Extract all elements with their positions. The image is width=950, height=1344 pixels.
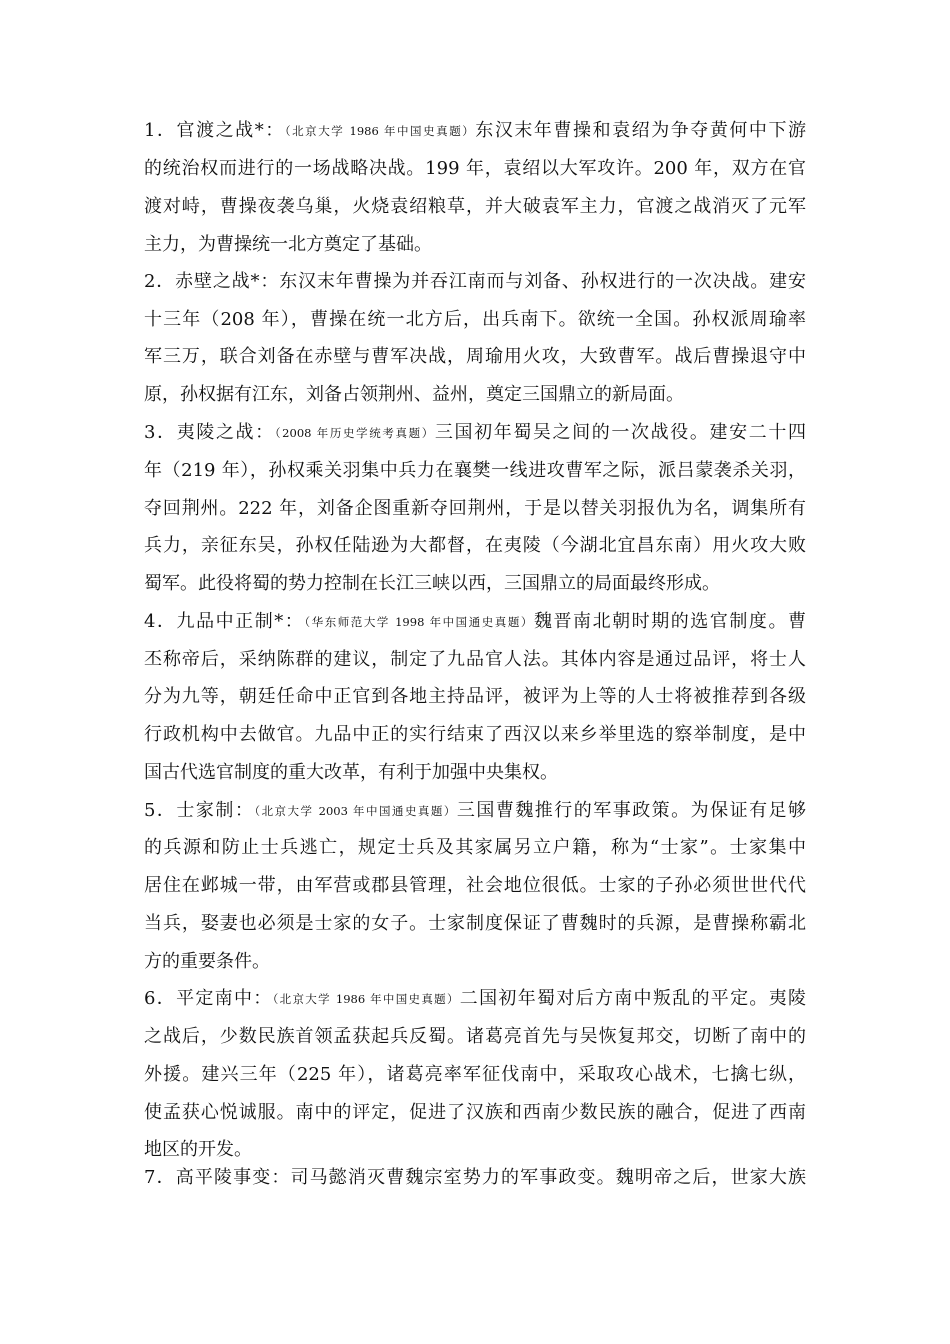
entry-3-line-5: 蜀军。此役将蜀的势力控制在长江三峡以西，三国鼎立的局面最终形成。 bbox=[144, 573, 720, 594]
entry-6-line-3: 外援。建兴三年（225 年），诸葛亮率军征伐南中，采取攻心战术，七擒七纵， bbox=[144, 1064, 806, 1085]
entry-2-title: 2．赤壁之战*： bbox=[144, 271, 280, 292]
entry-1-source: （北京大学 1986 年中国史真题） bbox=[284, 124, 476, 138]
entry-4-source: （华东师范大学 1998 年中国通史真题） bbox=[304, 615, 534, 629]
entry-1-text-1: 东汉末年曹操和袁绍为争夺黄何中下游 bbox=[475, 120, 806, 141]
entry-6-source: （北京大学 1986 年中国史真题） bbox=[272, 992, 460, 1006]
entry-6-line-1 bbox=[144, 987, 806, 1011]
entry-7-line-1 bbox=[144, 1166, 806, 1190]
entry-2-line-3: 军三万，联合刘备在赤壁与曹军决战，周瑜用火攻，大致曹军。战后曹操退守中 bbox=[144, 346, 806, 367]
entry-6-line-5: 地区的开发。 bbox=[144, 1139, 252, 1160]
entry-3-line-2: 年（219 年），孙权乘关羽集中兵力在襄樊一线进攻曹军之际，派吕蒙袭杀关羽， bbox=[144, 460, 806, 481]
entry-1-line-3: 渡对峙，曹操夜袭乌巢，火烧袁绍粮草，并大破袁军主力，官渡之战消灭了元军 bbox=[144, 196, 806, 217]
entry-3-line-1 bbox=[144, 421, 806, 445]
entry-4-line-3: 分为九等，朝廷任命中正官到各地主持品评，被评为上等的人士将被推荐到各级 bbox=[144, 686, 806, 707]
entry-4-title: 4．九品中正制*： bbox=[144, 611, 305, 632]
entry-2-line-1 bbox=[144, 270, 806, 294]
entry-5-line-4: 当兵，娶妻也必须是士家的女子。士家制度保证了曹魏时的兵源，是曹操称霸北 bbox=[144, 913, 806, 934]
entry-5-line-3: 居住在邺城一带，由军营或郡县管理，社会地位很低。士家的子孙必须世世代代 bbox=[144, 875, 806, 896]
entry-3-line-4: 兵力，亲征东吴，孙权任陆逊为大都督，在夷陵（今湖北宜昌东南）用火攻大败 bbox=[144, 535, 806, 556]
entry-4-line-4: 行政机构中去做官。九品中正的实行结束了西汉以来乡举里选的察举制度，是中 bbox=[144, 724, 806, 745]
entry-5-title: 5．士家制： bbox=[144, 800, 255, 821]
entry-1-title: 1．官渡之战*： bbox=[144, 120, 285, 141]
entry-5-source: （北京大学 2003 年中国通史真题） bbox=[254, 804, 457, 818]
entry-6-line-2: 之战后，少数民族首领孟获起兵反蜀。诸葛亮首先与吴恢复邦交，切断了南中的 bbox=[144, 1026, 806, 1047]
entry-1-line-4: 主力，为曹操统一北方奠定了基础。 bbox=[144, 234, 432, 255]
entry-3-title: 3．夷陵之战： bbox=[144, 422, 275, 443]
entry-2-line-4: 原，孙权据有江东，刘备占领荆州、益州，奠定三国鼎立的新局面。 bbox=[144, 384, 684, 405]
entry-4-line-5: 国古代选官制度的重大改革，有利于加强中央集权。 bbox=[144, 762, 558, 783]
entry-2-line-2: 十三年（208 年），曹操在统一北方后，出兵南下。欲统一全国。孙权派周瑜率 bbox=[144, 309, 806, 330]
entry-3-line-3: 夺回荆州。222 年，刘备企图重新夺回荆州，于是以替关羽报仇为名，调集所有 bbox=[144, 498, 806, 519]
entry-1-line-1 bbox=[144, 119, 806, 143]
entry-5-line-1 bbox=[144, 799, 806, 823]
entry-4-line-2: 丕称帝后，采纳陈群的建议，制定了九品官人法。其体内容是通过品评，将士人 bbox=[144, 649, 806, 670]
entry-5-line-2: 的兵源和防止士兵逃亡，规定士兵及其家属另立户籍，称为“士家”。士家集中 bbox=[144, 837, 806, 858]
entry-6-text-1: 二国初年蜀对后方南中叛乱的平定。夷陵 bbox=[459, 988, 806, 1009]
entry-3-text-1: 三国初年蜀吴之间的一次战役。建安二十四 bbox=[434, 422, 806, 443]
entry-2-text-1: 东汉末年曹操为并吞江南而与刘备、孙权进行的一次决战。建安 bbox=[279, 271, 806, 292]
entry-6-title: 6．平定南中： bbox=[144, 988, 273, 1009]
entry-7-text-1: 司马懿消灭曹魏宗室势力的军事政变。魏明帝之后，世家大族 bbox=[290, 1167, 806, 1188]
entry-1-line-2: 的统治权而进行的一场战略决战。199 年，袁绍以大军攻许。200 年，双方在官 bbox=[144, 158, 806, 179]
entry-4-text-1: 魏晋南北朝时期的选官制度。曹 bbox=[533, 611, 806, 632]
entry-7-title: 7．高平陵事变： bbox=[144, 1167, 291, 1188]
entry-5-line-5: 方的重要条件。 bbox=[144, 951, 270, 972]
entry-3-source: （2008 年历史学统考真题） bbox=[274, 426, 435, 440]
entry-4-line-1 bbox=[144, 610, 806, 634]
entry-6-line-4: 使孟获心悦诚服。南中的评定，促进了汉族和西南少数民族的融合，促进了西南 bbox=[144, 1102, 806, 1123]
entry-5-text-1: 三国曹魏推行的军事政策。为保证有足够 bbox=[456, 800, 806, 821]
